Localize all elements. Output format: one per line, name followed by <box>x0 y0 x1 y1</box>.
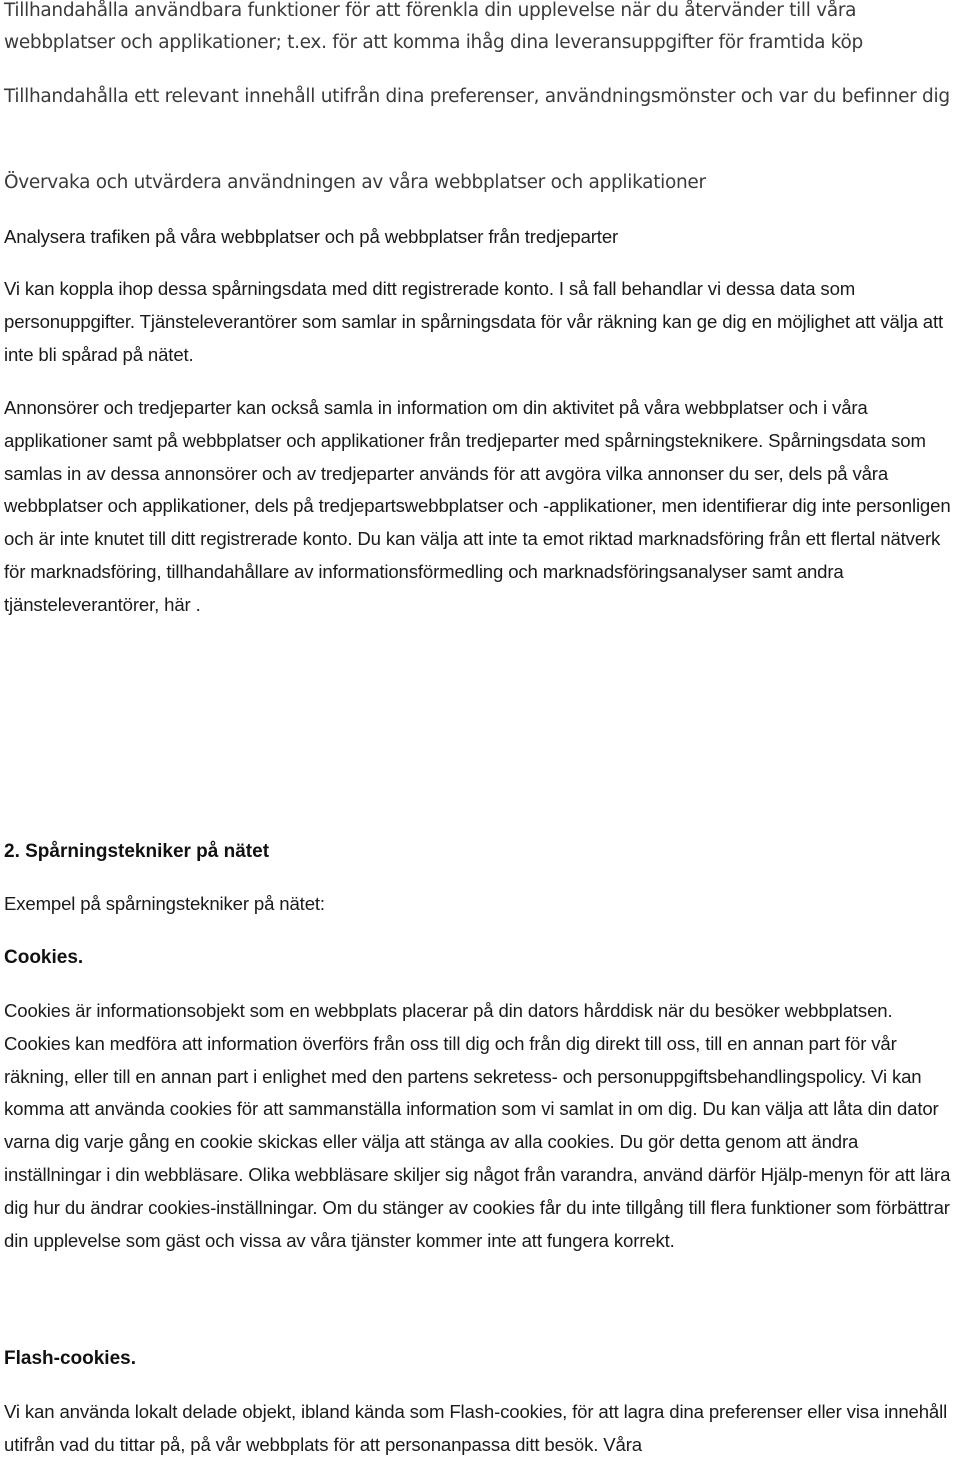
section-heading: 2. Spårningstekniker på nätet <box>4 841 270 862</box>
paragraph-tracking-data: Vi kan koppla ihop dessa spårningsdata med ditt registrerade konto. I så fall behandlar vi dessa data som personuppgifter. Tjänsteleverantörer som samlar in spårningsdata för vår räkning kan ge dig en möjlighet att välja att inte bli spårad på nätet. <box>4 278 944 365</box>
cookies-heading: Cookies. <box>4 947 84 968</box>
paragraph-advertisers: Annonsörer och tredjeparter kan också samla in information om din aktivitet på våra webbplatser och i våra applikationer samt på webbplatser och applikationer från tredjeparter med spårningsteknikere. Spårningsdata som samlas in av dessa annonsörer och av tredjeparter används för att avgöra vilka annonser du ser, dels på våra webbplatser och applikationer, dels på tredjepartswebbplatser och -applikationer, men identifierar dig inte personligen och är inte knutet till ditt registrerade konto. Du kan välja att inte ta emot riktad marknadsföring från ett flertal nätverk för marknadsföring, tillhandahållare av informationsförmedling och marknadsföringsanalyser samt andra tjänsteleverantörer, här . <box>4 397 951 615</box>
cookies-paragraph: Cookies är informationsobjekt som en webbplats placerar på din dators hårddisk när du besöker webbplatsen. Cookies kan medföra att information överförs från oss till dig och från dig direkt till oss, till en annan part för vår räkning, eller till en annan part i enlighet med den partens sekretess- och personuppgiftsbehandlingspolicy. Vi kan komma att använda cookies för att sammanställa information som vi samlat in om dig. Du kan välja att låta din dator varna dig varje gång en cookie skickas eller välja att stänga av alla cookies. Du gör detta genom att ändra inställningar i din webbläsare. Olika webbläsare skiljer sig något från varandra, använd därför Hjälp-menyn för att lära dig hur du ändrar cookies-inställningar. Om du stänger av cookies får du inte tillgång till flera funktioner som förbättrar din upplevelse som gäst och vissa av våra tjänster kommer inte att fungera korrekt. <box>4 1000 951 1251</box>
paragraph-monitor-usage: Övervaka och utvärdera användningen av våra webbplatser och applikationer <box>4 172 706 193</box>
flash-cookies-paragraph: Vi kan använda lokalt delade objekt, ibland kända som Flash-cookies, för att lagra dina preferenser eller visa innehåll utifrån vad du tittar på, på vår webbplats för att personanpassa ditt besök. Våra <box>4 1401 948 1455</box>
paragraph-relevant-content: Tillhandahålla ett relevant innehåll utifrån dina preferenser, användningsmönster och var du befinner dig <box>4 86 950 107</box>
paragraph-analyze-traffic: Analysera trafiken på våra webbplatser och på webbplatser från tredjeparter <box>4 226 619 247</box>
paragraph-useful-functions: Tillhandahålla användbara funktioner för att förenkla din upplevelse när du återvänder till våra webbplatser och applikationer; t.ex. för att komma ihåg dina leveransuppgifter för framtida köp <box>4 0 863 53</box>
section-intro: Exempel på spårningstekniker på nätet: <box>4 893 325 914</box>
flash-cookies-heading: Flash-cookies. <box>4 1348 136 1369</box>
